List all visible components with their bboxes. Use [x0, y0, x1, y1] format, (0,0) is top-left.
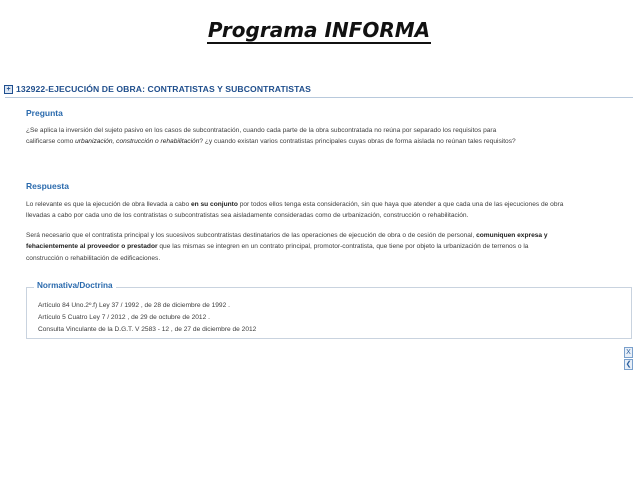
pregunta-line2b: urbanización, construcción o rehabilitación: [75, 138, 200, 146]
respuesta-p1b: en su conjunto: [190, 201, 238, 208]
respuesta-p1-line2: llevadas a cabo por cada uno de los contratistas o subcontratistas sea aisladamente consideradas como de urbanización, construcción o rehabilitación.: [26, 212, 469, 220]
pregunta-line2c: ? ¿y cuando existan varios contratistas principales cuyas obras de forma aislada no reúnan tales requisitos?: [199, 138, 516, 146]
respuesta-paragraph-1: [26, 199, 632, 222]
header-divider: [5, 97, 633, 98]
pregunta-title: Pregunta: [26, 108, 63, 118]
pregunta-section: [26, 108, 632, 148]
respuesta-p2-line3: construcción o rehabilitación de edificaciones.: [26, 254, 161, 262]
normativa-list: [38, 300, 256, 336]
pregunta-text: [26, 125, 632, 148]
normativa-title: Normativa/Doctrina: [34, 281, 116, 290]
normativa-item[interactable]: Consulta Vinculante de la D.G.T. V 2583 - 12 , de 27 de diciembre de 2012: [38, 326, 257, 333]
respuesta-p1c: por todos ellos tenga esta consideración, sin que haya que atender a que cada una de las ejecuciones de obra: [237, 201, 564, 208]
normativa-item[interactable]: Artículo 84 Uno.2º.f) Ley 37 / 1992 , de 28 de diciembre de 1992 .: [38, 302, 230, 309]
side-controls: [624, 347, 633, 371]
section-title: 132922-EJECUCIÓN DE OBRA: CONTRATISTAS Y SUBCONTRATISTAS: [16, 84, 311, 94]
respuesta-p2a: Será necesario que el contratista principal y los sucesivos subcontratistas destinatarios de las operaciones de ejecución de obra o de cesión de personal,: [26, 231, 477, 239]
respuesta-paragraph-2: [26, 230, 632, 264]
expand-icon[interactable]: +: [4, 85, 13, 94]
slide-title: [0, 18, 638, 42]
respuesta-title: Respuesta: [26, 181, 69, 191]
respuesta-p1a: Lo relevante es que la ejecución de obra llevada a cabo: [26, 201, 191, 208]
respuesta-section: [26, 181, 632, 264]
respuesta-p2c: fehacientemente al proveedor o prestador: [26, 243, 158, 251]
respuesta-p2d: que las mismas se integren en un contrato principal, promotor-contratista, que tiene por objeto la urbanización de terrenos o la: [157, 243, 529, 251]
pregunta-line2a: calificarse como: [26, 138, 76, 146]
expand-icon[interactable]: ❮: [625, 361, 632, 368]
respuesta-p2b: comuniquen expresa y: [476, 231, 548, 239]
slide-title-text: Programa INFORMA: [207, 18, 431, 42]
close-icon[interactable]: X: [624, 347, 633, 358]
pregunta-line1: ¿Se aplica la inversión del sujeto pasivo en los casos de subcontratación, cuando cada parte de la obra subcontratada no reúna por separado los requisitos para: [26, 127, 497, 134]
normativa-item[interactable]: Artículo 5 Cuatro Ley 7 / 2012 , de 29 de octubre de 2012 .: [38, 314, 210, 321]
section-header: [4, 82, 634, 96]
